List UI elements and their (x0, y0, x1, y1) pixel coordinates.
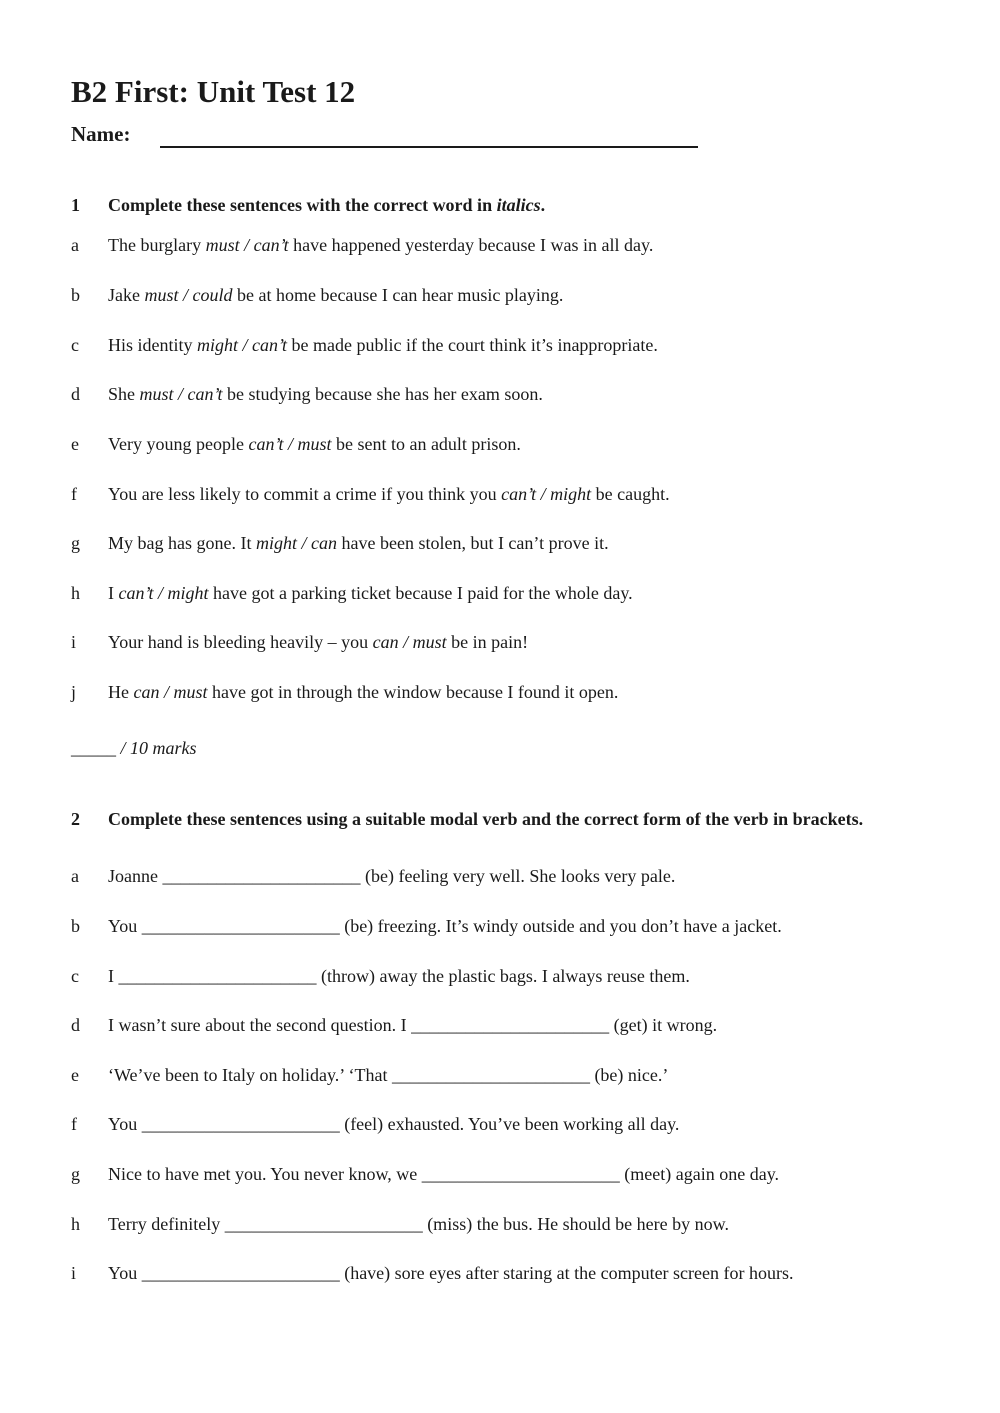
s1-item-post: be in pain! (446, 632, 529, 652)
section1-instruction-end: . (540, 195, 546, 215)
s2-item-sentence[interactable]: Terry definitely ______________________ (miss) the bus. He should be here by now. (108, 1214, 729, 1234)
page-title: B2 First: Unit Test 12 (71, 74, 356, 109)
s1-item-sentence (108, 333, 658, 357)
s1-item-sentence (108, 382, 543, 406)
s2-item-sentence[interactable]: I wasn’t sure about the second question. I ______________________ (get) it wrong. (108, 1015, 718, 1035)
s2-item-sentence[interactable]: Nice to have met you. You never know, we ______________________ (meet) again one day. (108, 1164, 780, 1184)
s1-item-options[interactable]: can’t / might (118, 583, 209, 603)
s1-item-post: be made public if the court think it’s inappropriate. (287, 335, 658, 355)
s1-item-pre: The burglary (108, 235, 206, 255)
s2-item-sentence[interactable]: Joanne ______________________ (be) feeling very well. She looks very pale. (108, 866, 676, 886)
s1-item-sentence (108, 680, 618, 704)
s1-item-options[interactable]: can’t / might (501, 484, 592, 504)
s1-item-sentence (108, 432, 521, 456)
s1-item-post: have been stolen, but I can’t prove it. (336, 533, 609, 553)
s2-item-sentence[interactable]: ‘We’ve been to Italy on holiday.’ ‘That ______________________ (be) nice.’ (108, 1065, 669, 1085)
s1-item-options[interactable]: must / can’t (205, 235, 289, 255)
s1-item-pre: His identity (108, 335, 197, 355)
s1-item-sentence (108, 630, 528, 654)
s2-item-letter: e (71, 1065, 79, 1085)
s1-item-sentence (108, 283, 563, 307)
s1-item-options[interactable]: might / can (255, 533, 337, 553)
section1-instruction (108, 192, 888, 218)
s1-item-letter: c (71, 335, 79, 355)
s1-item-post: be at home because I can hear music playing. (232, 285, 564, 305)
s1-item-letter: h (71, 583, 80, 603)
s1-item-sentence (108, 531, 609, 555)
s2-item-sentence[interactable]: I ______________________ (throw) away the plastic bags. I always reuse them. (108, 966, 690, 986)
s1-item-sentence (108, 581, 633, 605)
s1-item-post: have happened yesterday because I was in all day. (288, 235, 654, 255)
s1-item-post: be studying because she has her exam soon. (222, 384, 543, 404)
name-label: Name: (71, 122, 131, 146)
s1-item-pre: You are less likely to commit a crime if you think you (108, 484, 502, 504)
section1-instruction-text: Complete these sentences with the correct word in (108, 195, 497, 215)
s2-item-letter: c (71, 966, 79, 986)
s1-item-pre: She (108, 384, 140, 404)
section1-marks: _____ / 10 marks (71, 738, 197, 758)
s1-item-pre: I (108, 583, 119, 603)
s1-item-options[interactable]: must / can’t (139, 384, 223, 404)
s1-item-letter: b (71, 285, 80, 305)
section1-instruction-italic: italics (496, 195, 541, 215)
s1-item-options[interactable]: can / must (372, 632, 447, 652)
s2-item-sentence[interactable]: You ______________________ (feel) exhausted. You’ve been working all day. (108, 1114, 680, 1134)
s1-item-letter: g (71, 533, 80, 553)
s1-item-letter: e (71, 434, 79, 454)
s1-item-letter: j (71, 682, 77, 702)
section2-instruction: Complete these sentences using a suitable modal verb and the correct form of the verb in brackets. (108, 809, 864, 829)
s1-item-sentence (108, 233, 653, 257)
s2-item-sentence[interactable]: You ______________________ (be) freezing. It’s windy outside and you don’t have a jacket. (108, 916, 782, 936)
s2-item-letter: g (71, 1164, 80, 1184)
s1-item-letter: i (71, 632, 77, 652)
s1-item-sentence (108, 482, 670, 506)
s1-item-pre: Jake (108, 285, 145, 305)
s2-item-letter: a (71, 866, 79, 886)
s1-item-letter: f (71, 484, 77, 504)
s2-item-letter: i (71, 1263, 77, 1283)
s1-item-options[interactable]: can’t / must (248, 434, 332, 454)
section1-number: 1 (71, 195, 80, 215)
s1-item-pre: Very young people (108, 434, 249, 454)
name-answer-line[interactable] (160, 146, 698, 148)
s1-item-pre: Your hand is bleeding heavily – you (108, 632, 373, 652)
s1-item-pre: My bag has gone. It (108, 533, 256, 553)
s1-item-options[interactable]: might / can’t (197, 335, 287, 355)
s1-item-letter: a (71, 235, 79, 255)
s1-item-post: have got in through the window because I found it open. (207, 682, 619, 702)
s1-item-post: be caught. (591, 484, 670, 504)
s1-item-pre: He (108, 682, 134, 702)
s1-item-post: have got a parking ticket because I paid for the whole day. (208, 583, 633, 603)
s2-item-letter: f (71, 1114, 77, 1134)
s1-item-options[interactable]: can / must (133, 682, 208, 702)
s2-item-sentence[interactable]: You ______________________ (have) sore eyes after staring at the computer screen for hours. (108, 1263, 794, 1283)
s1-item-options[interactable]: must / could (144, 285, 233, 305)
s2-item-letter: b (71, 916, 80, 936)
s2-item-letter: d (71, 1015, 80, 1035)
s2-item-letter: h (71, 1214, 80, 1234)
section2-number: 2 (71, 809, 80, 829)
s1-item-letter: d (71, 384, 80, 404)
s1-item-post: be sent to an adult prison. (331, 434, 521, 454)
